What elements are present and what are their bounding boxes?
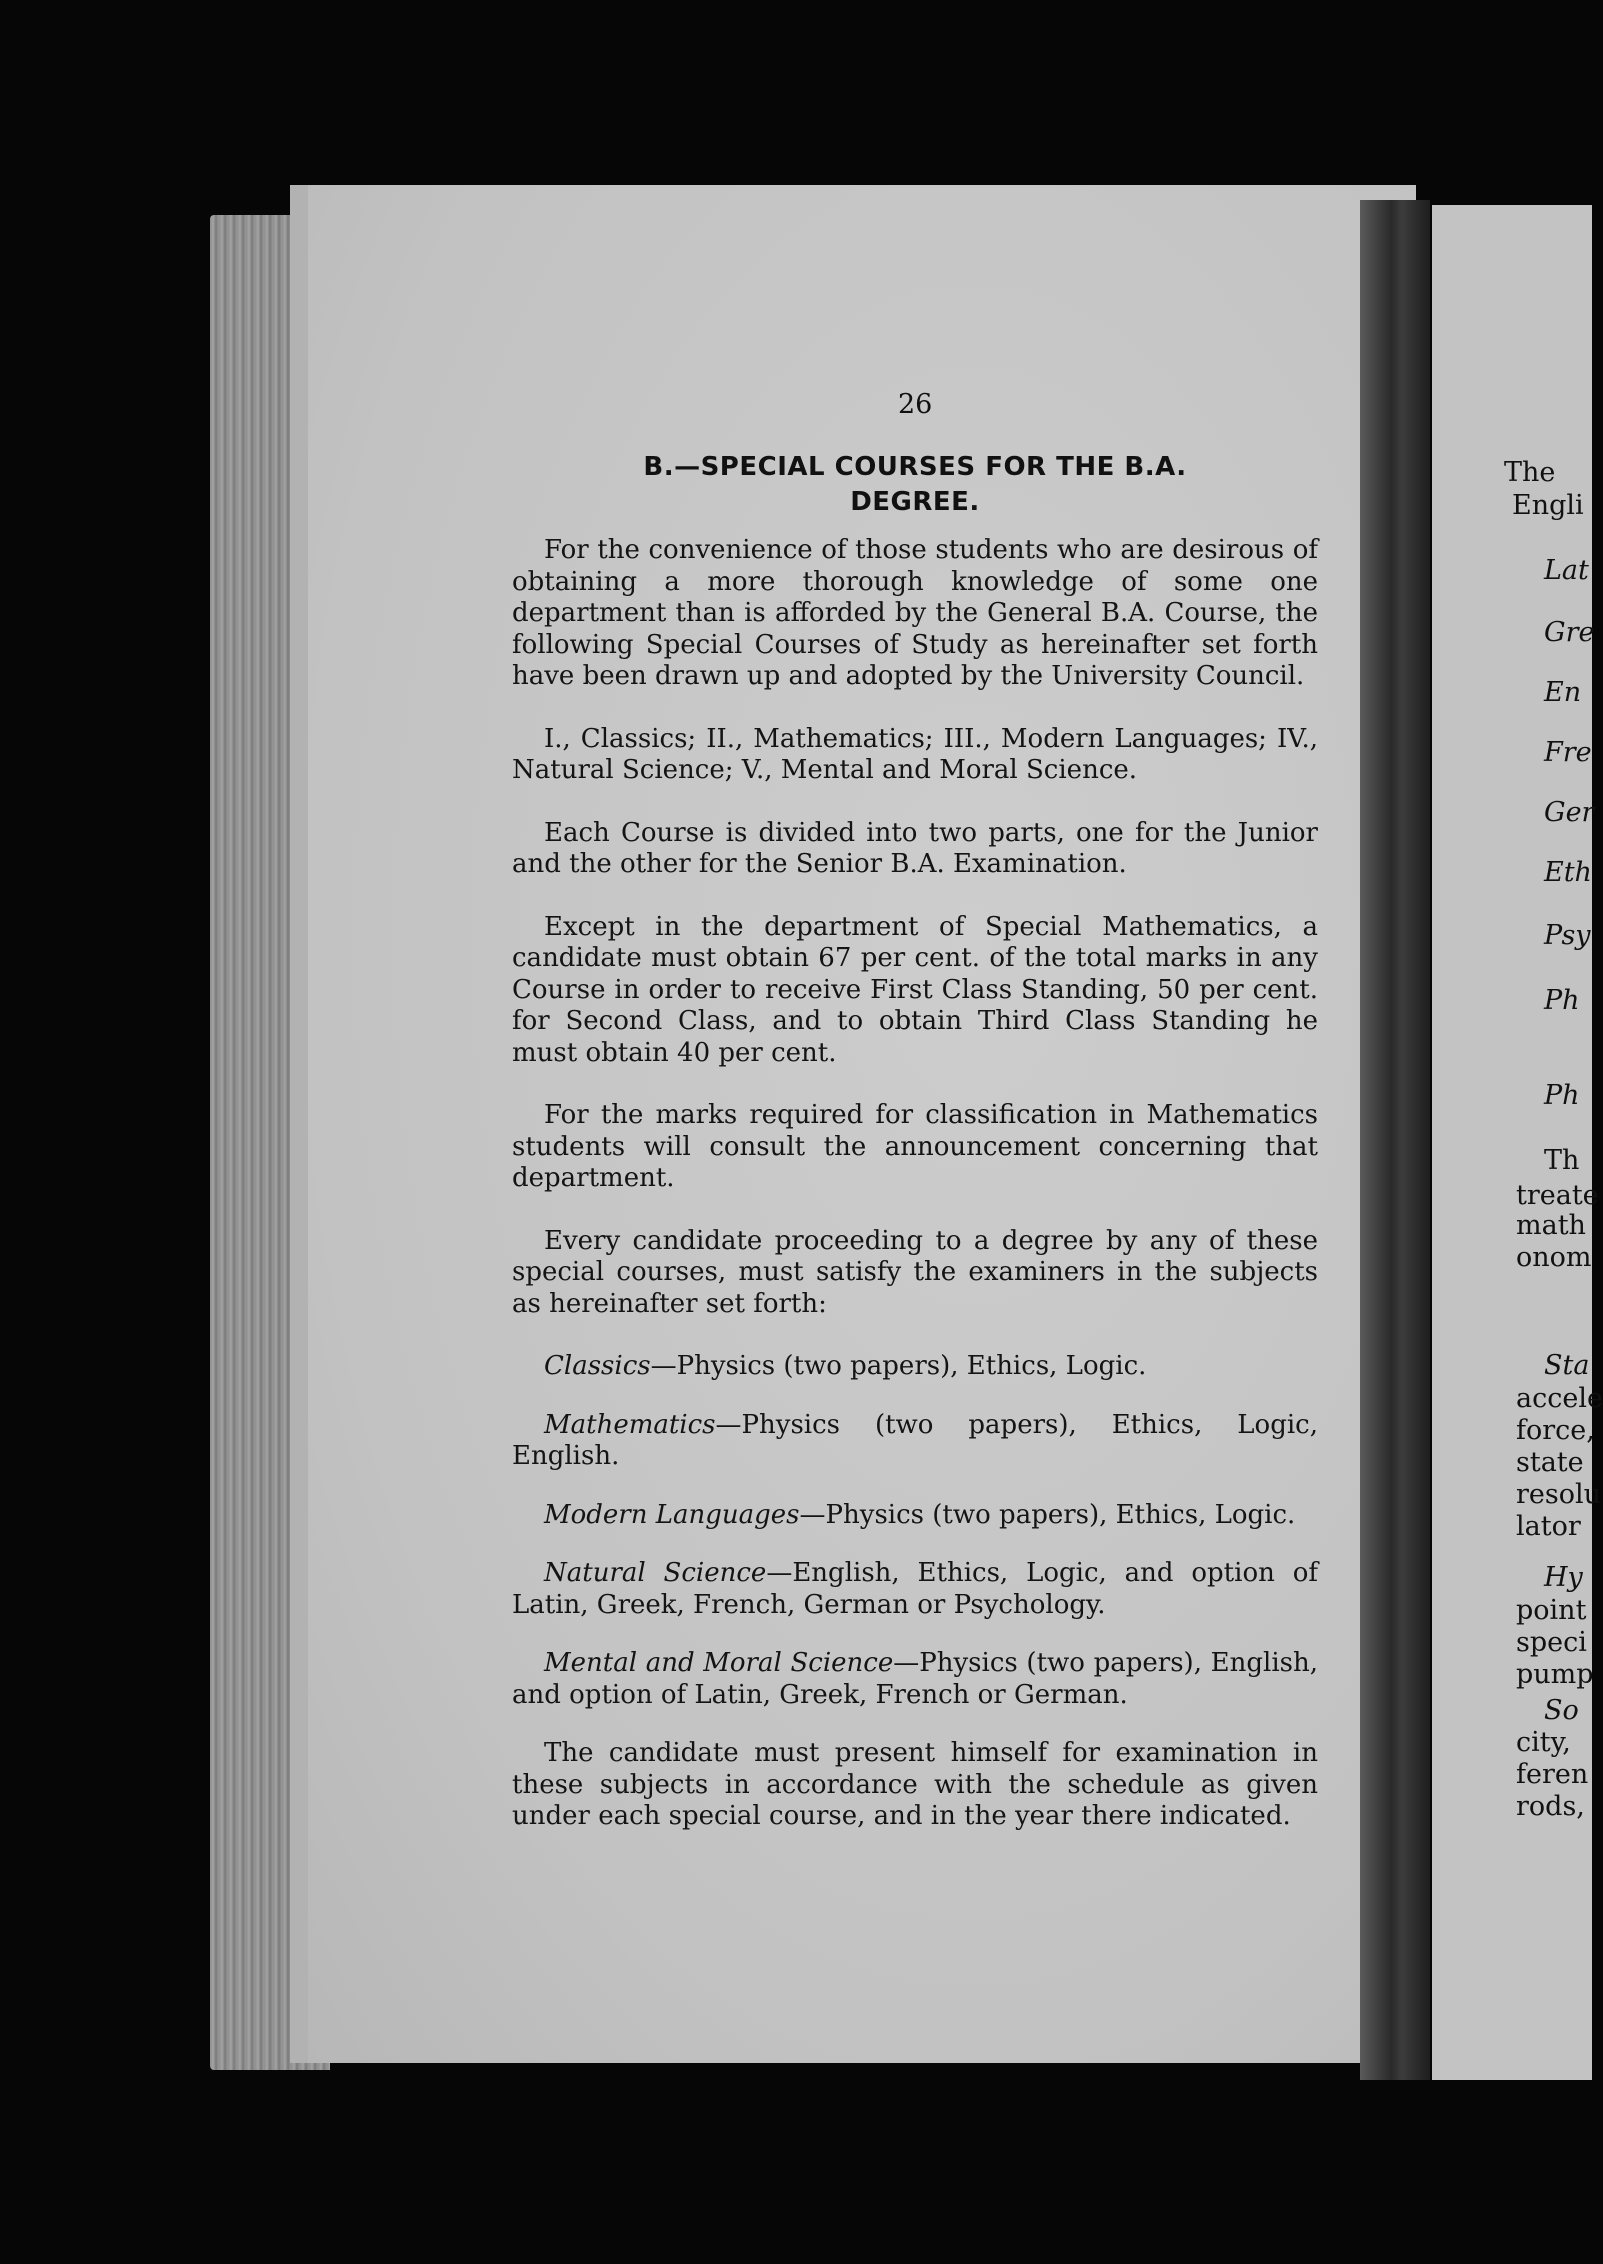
- facing-fragment: city,: [1516, 1727, 1571, 1758]
- facing-fragment: accele: [1516, 1383, 1603, 1414]
- subject-name: Mathematics: [544, 1409, 716, 1440]
- facing-fragment: feren: [1516, 1759, 1589, 1790]
- paragraph-examiner-subjects: Every candidate proceeding to a degree by any of these special courses, must satisfy the examiners in the subjects as hereinafter set forth:: [512, 1225, 1318, 1319]
- subject-requirements: —Physics (two papers), English, and option of Latin, Greek, French or German.: [512, 1648, 1318, 1710]
- subject-requirements: —Physics (two papers), Ethics, Logic, English.: [512, 1409, 1318, 1471]
- facing-fragment: Sta: [1544, 1350, 1590, 1381]
- subject-requirements: —Physics (two papers), Ethics, Logic.: [799, 1499, 1296, 1530]
- paragraph-mathematics-marks: For the marks required for classification in Mathematics students will consult the announcement concerning that department.: [512, 1100, 1318, 1193]
- facing-fragment: En: [1544, 677, 1582, 708]
- paragraph-convenience: For the convenience of those students who are desirous of obtaining a more thorough knowledge of some one department than is afforded by the General B.A. Course, the following Special Courses of Study as hereinafter set forth have been drawn up and adopted by the University Council.: [512, 535, 1318, 691]
- subject-requirements: —Physics (two papers), Ethics, Logic.: [650, 1351, 1147, 1381]
- facing-fragment: Th: [1544, 1145, 1580, 1176]
- facing-fragment: rods,: [1516, 1791, 1585, 1822]
- facing-fragment: resolu: [1516, 1479, 1602, 1510]
- facing-fragment: Ph: [1544, 1080, 1580, 1111]
- subject-mental-moral-science: [512, 1648, 1318, 1711]
- facing-fragment: Lat: [1544, 555, 1589, 586]
- facing-fragment: Psy: [1544, 920, 1591, 951]
- heading-line-2: DEGREE.: [850, 487, 980, 517]
- paragraph-course-parts: Each Course is divided into two parts, one for the Junior and the other for the Senior B.A. Examination.: [512, 817, 1318, 879]
- subject-name: Classics: [544, 1351, 651, 1381]
- page-number: 26: [898, 389, 933, 420]
- heading-line-1: B.—SPECIAL COURSES FOR THE B.A.: [643, 452, 1187, 482]
- facing-fragment: Ger: [1544, 797, 1595, 828]
- facing-fragment: Ph: [1544, 985, 1580, 1016]
- facing-fragment: The: [1504, 457, 1556, 488]
- facing-fragment: onom: [1516, 1242, 1592, 1273]
- facing-fragment: point: [1516, 1595, 1587, 1626]
- subject-name: Natural Science: [544, 1558, 767, 1588]
- facing-fragment: pump: [1516, 1659, 1594, 1690]
- facing-fragment: Engli: [1512, 490, 1584, 521]
- book-spine-gutter: [1360, 200, 1430, 2080]
- paragraph-course-list: I., Classics; II., Mathematics; III., Modern Languages; IV., Natural Science; V., Mental and Moral Science.: [512, 723, 1318, 785]
- facing-fragment: state: [1516, 1447, 1584, 1478]
- subject-mathematics: [512, 1410, 1318, 1473]
- subject-name: Mental and Moral Science: [544, 1648, 894, 1678]
- subject-name: Modern Languages: [544, 1499, 800, 1530]
- facing-fragment: speci: [1516, 1627, 1587, 1658]
- paragraph-examination-schedule: The candidate must present himself for examination in these subjects in accordance with the schedule as given under each special course, and in the year there indicated.: [512, 1738, 1318, 1831]
- facing-fragment: Fre: [1544, 737, 1592, 768]
- subject-natural-science: [512, 1558, 1318, 1621]
- facing-fragment: Eth: [1544, 857, 1592, 888]
- facing-fragment: force,: [1516, 1415, 1595, 1446]
- paragraph-standing-marks: Except in the department of Special Mathematics, a candidate must obtain 67 per cent. of the total marks in any Course in order to receive First Class Standing, 50 per cent. for Second Class, and to obtain Third Class Standing he must obtain 40 per cent.: [512, 911, 1318, 1068]
- facing-fragment: So: [1544, 1695, 1579, 1726]
- facing-fragment: math: [1516, 1210, 1586, 1241]
- subject-modern-languages: [512, 1500, 1318, 1532]
- page-body: [512, 535, 1318, 1864]
- facing-fragment: Hy: [1544, 1562, 1583, 1593]
- subject-classics: [512, 1351, 1318, 1383]
- section-heading: [510, 450, 1320, 520]
- subject-requirements: —English, Ethics, Logic, and option of Latin, Greek, French, German or Psychology.: [512, 1558, 1318, 1620]
- facing-fragment: Gre: [1544, 617, 1595, 648]
- facing-page: [1432, 205, 1603, 2080]
- facing-fragment: lator: [1516, 1511, 1581, 1542]
- facing-fragment: treate: [1516, 1180, 1599, 1211]
